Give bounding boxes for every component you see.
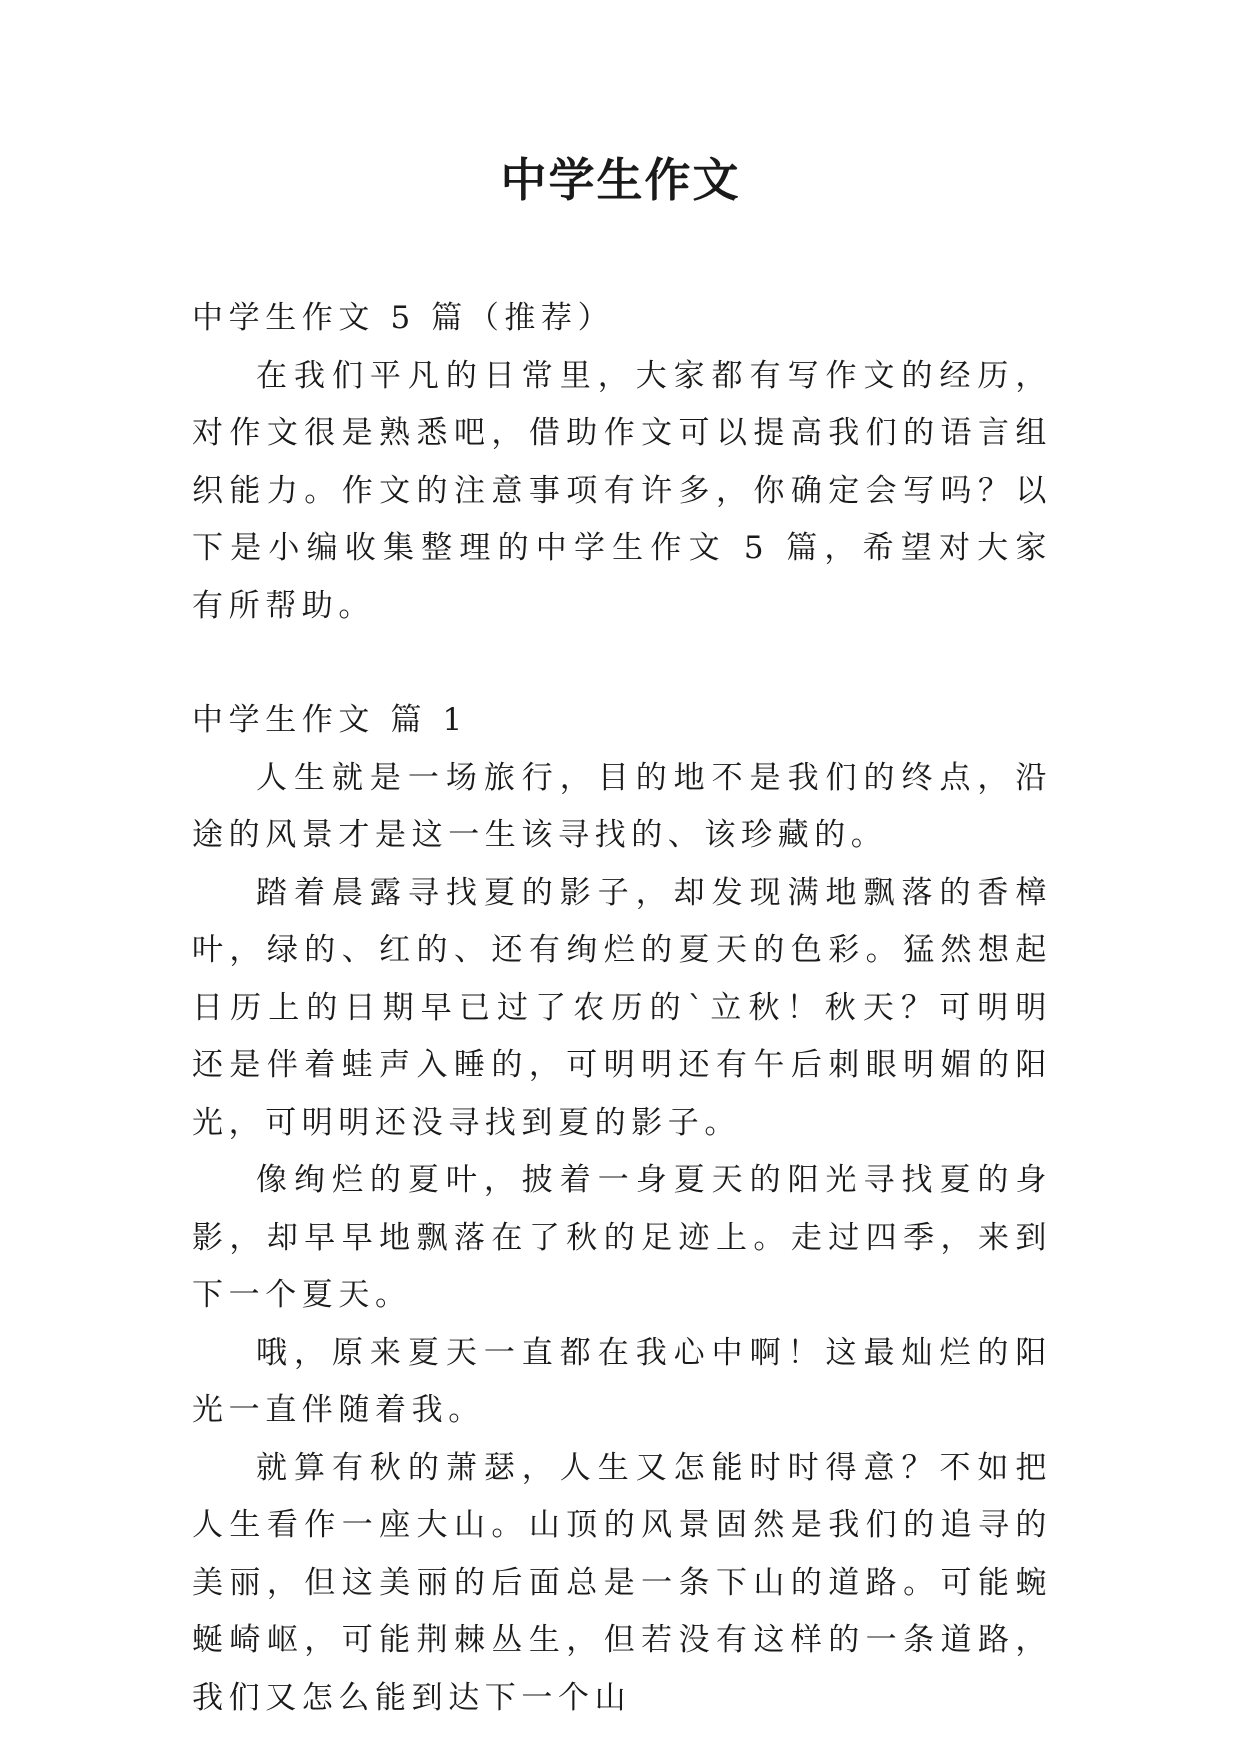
document-title: 中学生作文 (500, 153, 741, 207)
section-heading: 中学生作文 篇 1 (192, 702, 468, 738)
body-paragraph: 踏着晨露寻找夏的影子，却发现满地飘落的香樟叶，绿的、红的、还有绚烂的夏天的色彩。猛然想起日历上的日期早已过了农历的`立秋！秋天？可明明还是伴着蛙声入睡的，可明明还有午后刺眼明媚的阳光，可明明还没寻找到夏的影子。 (192, 874, 1052, 1141)
body-paragraph: 像绚烂的夏叶，披着一身夏天的阳光寻找夏的身影，却早早地飘落在了秋的足迹上。走过四季，来到下一个夏天。 (192, 1162, 1052, 1313)
document-subtitle: 中学生作文 5 篇（推荐） (192, 300, 615, 336)
document-body (192, 290, 1052, 1727)
body-paragraph: 哦，原来夏天一直都在我心中啊！这最灿烂的阳光一直伴随着我。 (192, 1334, 1052, 1428)
section-spacer (192, 635, 1052, 692)
body-paragraph: 就算有秋的萧瑟，人生又怎能时时得意？不如把人生看作一座大山。山顶的风景固然是我们的追寻的美丽，但这美丽的后面总是一条下山的道路。可能蜿蜒崎岖，可能荆棘丛生，但若没有这样的一条道路，我们又怎么能到达下一个山 (192, 1449, 1052, 1716)
body-paragraph: 人生就是一场旅行，目的地不是我们的终点，沿途的风景才是这一生该寻找的、该珍藏的。 (192, 759, 1052, 853)
intro-paragraph: 在我们平凡的日常里，大家都有写作文的经历，对作文很是熟悉吧，借助作文可以提高我们的语言组织能力。作文的注意事项有许多，你确定会写吗？以下是小编收集整理的中学生作文 5 篇，希望对大家有所帮助。 (192, 357, 1052, 624)
